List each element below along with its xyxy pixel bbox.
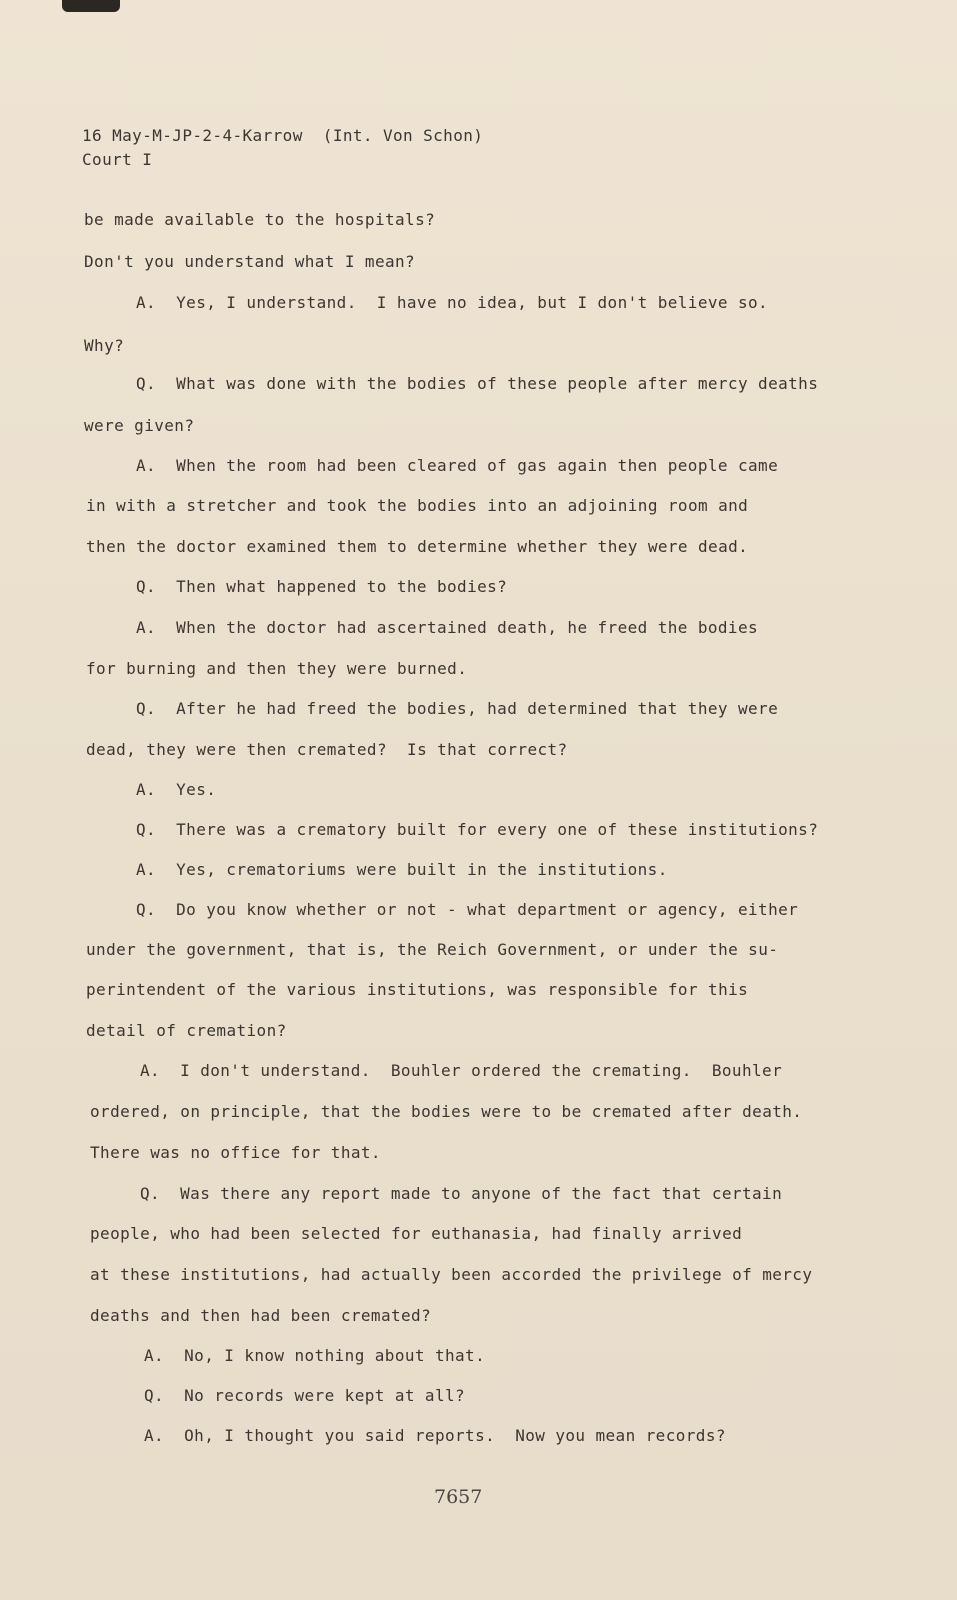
transcript-line: deaths and then had been cremated? — [90, 1306, 432, 1325]
transcript-line: were given? — [84, 416, 195, 435]
transcript-line: then the doctor examined them to determine whether they were dead. — [86, 537, 749, 556]
header-line-2: Court I — [82, 150, 153, 169]
page-number: 7657 — [434, 1486, 483, 1508]
transcript-line: under the government, that is, the Reich Government, or under the su- — [86, 940, 779, 959]
transcript-line: ordered, on principle, that the bodies were to be cremated after death. — [90, 1102, 803, 1121]
transcript-line: people, who had been selected for euthanasia, had finally arrived — [90, 1224, 743, 1243]
transcript-line: Q. Do you know whether or not - what department or agency, either — [136, 900, 799, 919]
transcript-line: for burning and then they were burned. — [86, 659, 468, 678]
transcript-line: A. When the doctor had ascertained death, he freed the bodies — [136, 618, 759, 637]
transcript-line: Q. There was a crematory built for every one of these institutions? — [136, 820, 819, 839]
transcript-line: in with a stretcher and took the bodies into an adjoining room and — [86, 496, 749, 515]
header-line-1: 16 May-M-JP-2-4-Karrow (Int. Von Schon) — [82, 126, 484, 145]
transcript-line: A. Yes, I understand. I have no idea, but I don't believe so. — [136, 293, 769, 312]
transcript-line: A. Oh, I thought you said reports. Now you mean records? — [144, 1426, 726, 1445]
transcript-line: A. Yes. — [136, 780, 217, 799]
transcript-line: Don't you understand what I mean? — [84, 252, 416, 271]
transcript-line: There was no office for that. — [90, 1143, 381, 1162]
transcript-line: Q. After he had freed the bodies, had determined that they were — [136, 699, 779, 718]
transcript-line: A. I don't understand. Bouhler ordered the cremating. Bouhler — [140, 1061, 783, 1080]
transcript-line: Q. Then what happened to the bodies? — [136, 577, 508, 596]
transcript-line: Q. No records were kept at all? — [144, 1386, 466, 1405]
transcript-line: Q. What was done with the bodies of these people after mercy deaths — [136, 374, 819, 393]
transcript-line: perintendent of the various institutions, was responsible for this — [86, 980, 749, 999]
transcript-line: Q. Was there any report made to anyone of the fact that certain — [140, 1184, 783, 1203]
transcript-line: A. When the room had been cleared of gas again then people came — [136, 456, 779, 475]
transcript-line: be made available to the hospitals? — [84, 210, 436, 229]
transcript-line: dead, they were then cremated? Is that correct? — [86, 740, 568, 759]
binding-mark — [62, 0, 120, 12]
transcript-line: Why? — [84, 336, 125, 355]
transcript-line: A. Yes, crematoriums were built in the institutions. — [136, 860, 668, 879]
transcript-line: detail of cremation? — [86, 1021, 287, 1040]
transcript-line: A. No, I know nothing about that. — [144, 1346, 486, 1365]
transcript-line: at these institutions, had actually been accorded the privilege of mercy — [90, 1265, 813, 1284]
